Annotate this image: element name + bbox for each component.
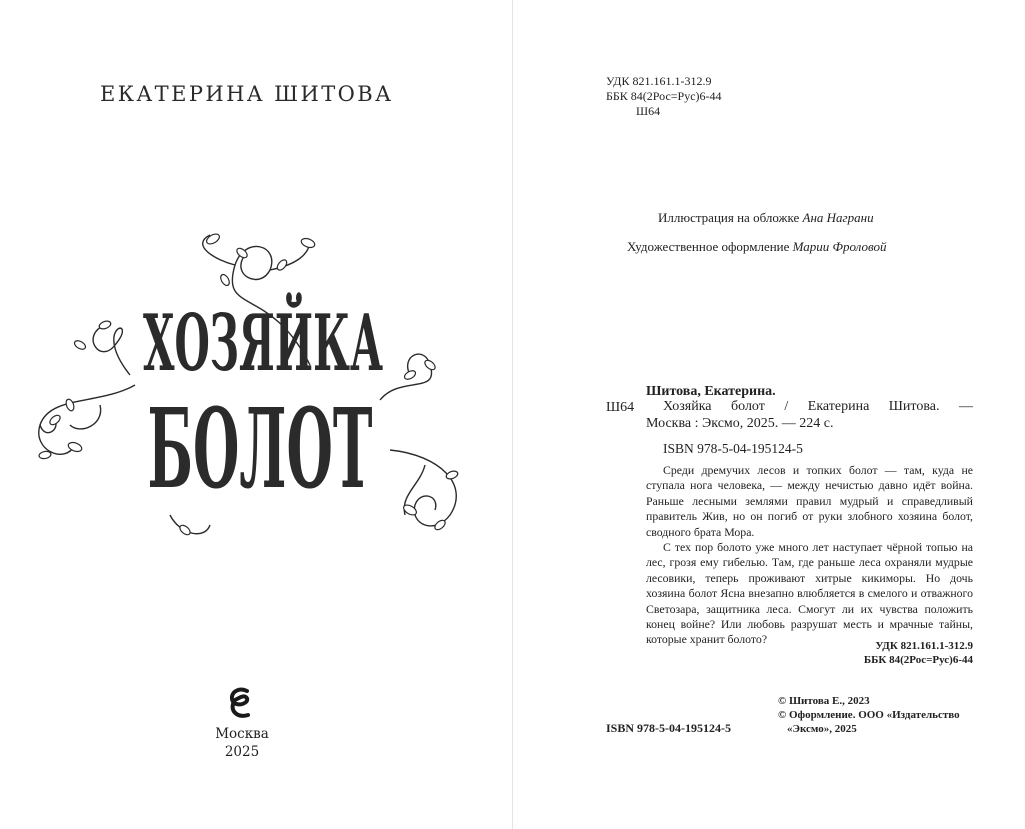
biblio-isbn: ISBN 978-5-04-195124-5 <box>663 441 803 456</box>
publisher-logo-icon <box>226 686 256 720</box>
credit-person: Марии Фроловой <box>792 239 887 254</box>
book-title-line1: ХОЗЯЙКА <box>143 298 605 389</box>
copyright-block <box>778 694 978 736</box>
imprint-year: 2025 <box>224 744 260 760</box>
udk-block-bottom <box>858 640 973 667</box>
credit-role: Иллюстрация на обложке <box>658 210 800 225</box>
biblio-imprint-line: Москва : Эксмо, 2025. — 224 с. <box>646 416 834 431</box>
copyright-page <box>513 0 1025 829</box>
biblio-title-line: Хозяйка болот / Екатерина Шитова. — <box>663 399 973 414</box>
annotation-text <box>646 463 973 648</box>
imprint-city: Москва <box>215 726 269 742</box>
annotation-paragraph: Среди дремучих лесов и топких болот — там, куда не ступала нога человека, — между нечистью давно идёт война. Раньше лесными землями правил мудрый и справедливый правитель Жив, но он погиб от руки злобного хозяина болот, сводного брата Мора. <box>646 463 973 539</box>
copyright-author: © Шитова Е., 2023 <box>778 695 870 707</box>
isbn-bottom: ISBN 978-5-04-195124-5 <box>606 721 731 735</box>
udk-block-top <box>606 74 722 119</box>
copyright-publisher: «Эксмо», 2025 <box>787 723 857 735</box>
bbk-code: ББК 84(2Рос=Рус)6-44 <box>863 653 973 666</box>
annotation-paragraph: С тех пор болото уже много лет наступает чёрной топью на лес, грозя ему гибелью. Там, где раньше леса охраняли мудрые лесовики, теперь проживают хитрые кикиморы. Но дочь хозяина болот Ясна внезапно влюбляется в смелого и отважного Светозара, защитника леса. Смогут ли их чувства положить конец войне? Или любовь разрушат месть и мрачные тайны, которые хранит болото? <box>646 540 973 647</box>
biblio-author-code: Ш64 <box>606 400 635 415</box>
credit-role: Художественное оформление <box>627 239 790 254</box>
author-mark: Ш64 <box>636 104 661 118</box>
credit-cover-illustration <box>658 210 874 226</box>
author-name: ЕКАТЕРИНА ШИТОВА <box>100 82 394 106</box>
biblio-author-heading: Шитова, Екатерина. <box>646 384 776 399</box>
credit-art-design <box>627 239 886 255</box>
bbk-code: ББК 84(2Рос=Рус)6-44 <box>606 89 722 103</box>
udk-code: УДК 821.161.1-312.9 <box>875 640 973 652</box>
copyright-design: © Оформление. ООО «Издательство <box>778 709 960 721</box>
credit-person: Ана Награни <box>802 210 874 225</box>
udk-code: УДК 821.161.1-312.9 <box>606 74 712 88</box>
title-artwork <box>20 225 605 545</box>
book-title-line2: БОЛОТ <box>147 384 373 513</box>
